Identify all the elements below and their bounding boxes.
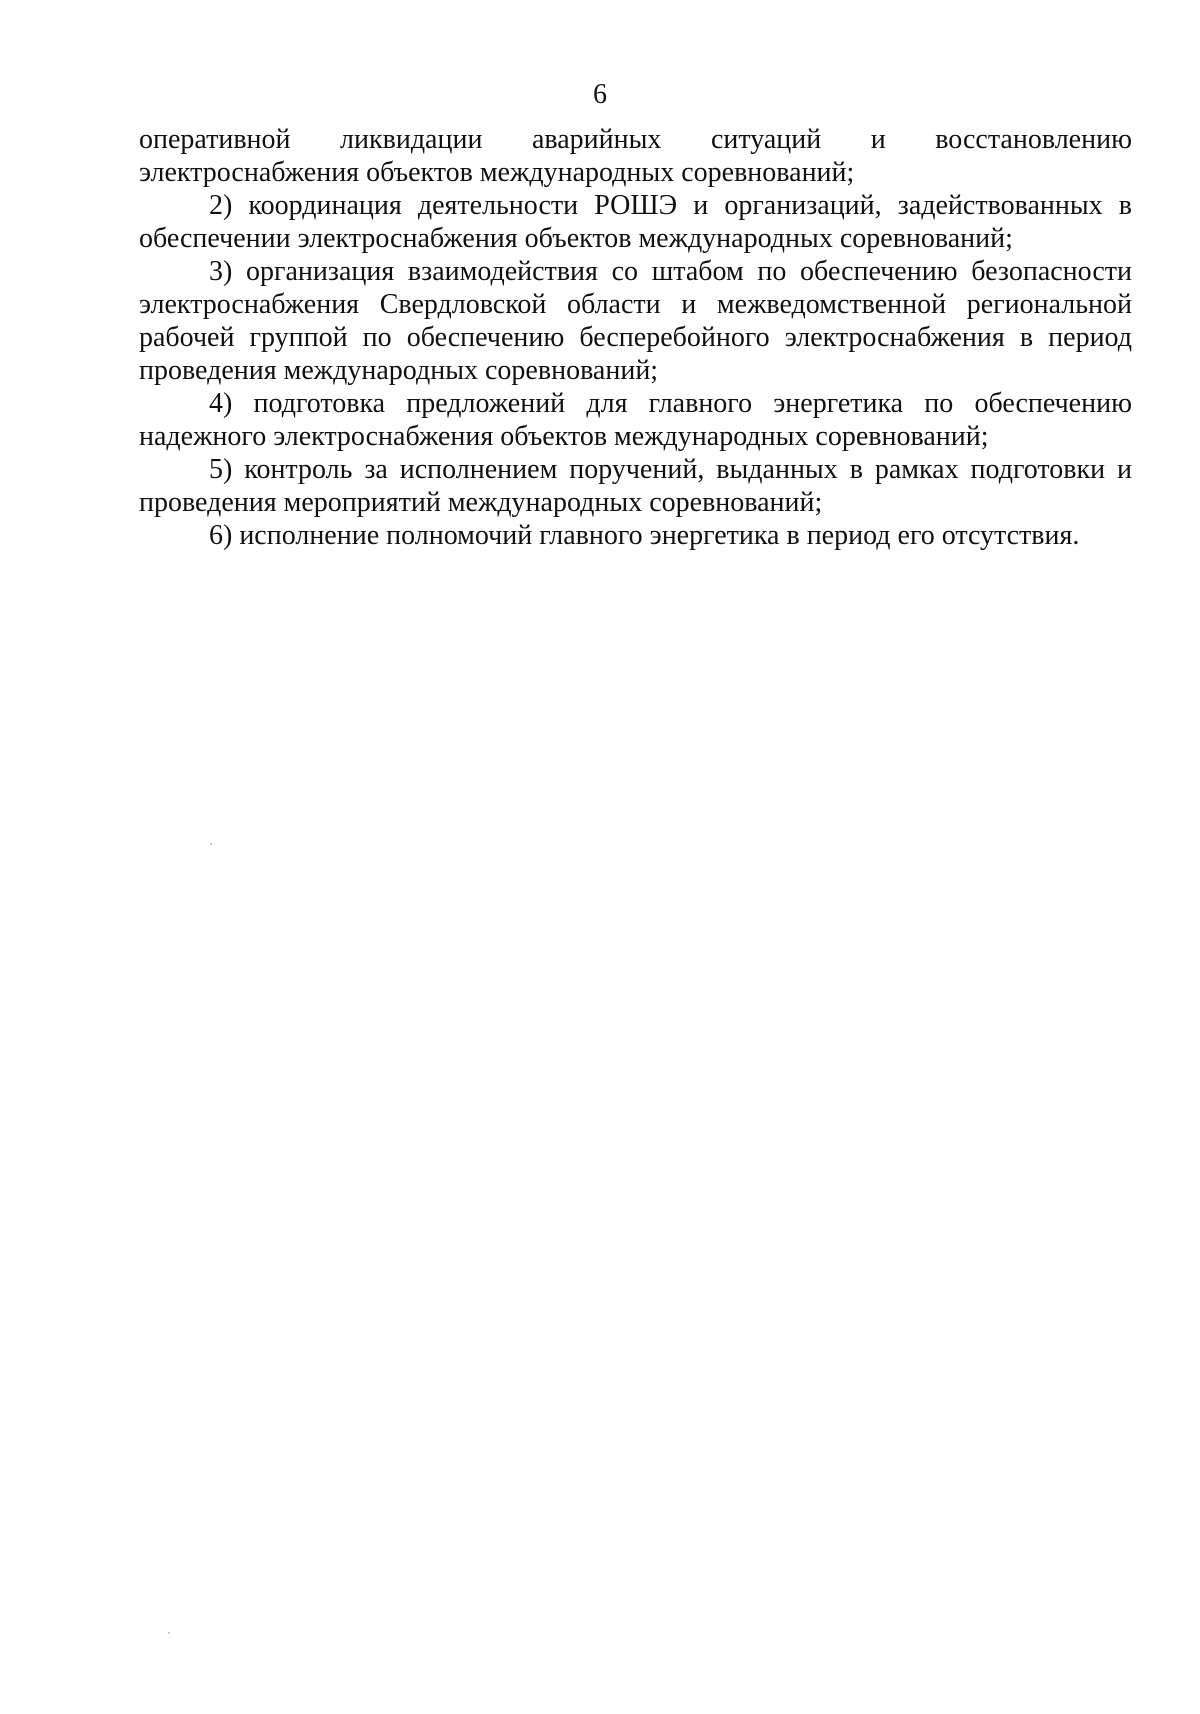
list-item-6: 6) исполнение полномочий главного энергетика в период его отсутствия.	[209, 520, 1080, 551]
continuation-paragraph	[139, 123, 1132, 189]
continuation-line-1: оперативной ликвидации аварийных ситуаций и восстановлению	[139, 124, 1132, 155]
page-number: 6	[593, 79, 607, 110]
document-body	[139, 123, 1132, 552]
list-item-5: 5) контроль за исполнением поручений, выданных в рамках подготовки и проведения мероприятий международных соревнований;	[139, 454, 1132, 518]
list-item-2: 2) координация деятельности РОШЭ и организаций, задействованных в обеспечении электроснабжения объектов международных соревнований;	[139, 190, 1132, 254]
list-item-4: 4) подготовка предложений для главного энергетика по обеспечению надежного электроснабжения объектов международных соревнований;	[139, 388, 1132, 452]
list-item-3: 3) организация взаимодействия со штабом по обеспечению безопасности электроснабжения Свердловской области и межведомственной региональной рабочей группой по обеспечению бесперебойного электроснабжения в период проведения международных соревнований;	[139, 256, 1132, 386]
continuation-line-2: электроснабжения объектов международных соревнований;	[139, 157, 855, 188]
scan-speck	[168, 1632, 170, 1634]
scan-speck	[210, 843, 212, 845]
